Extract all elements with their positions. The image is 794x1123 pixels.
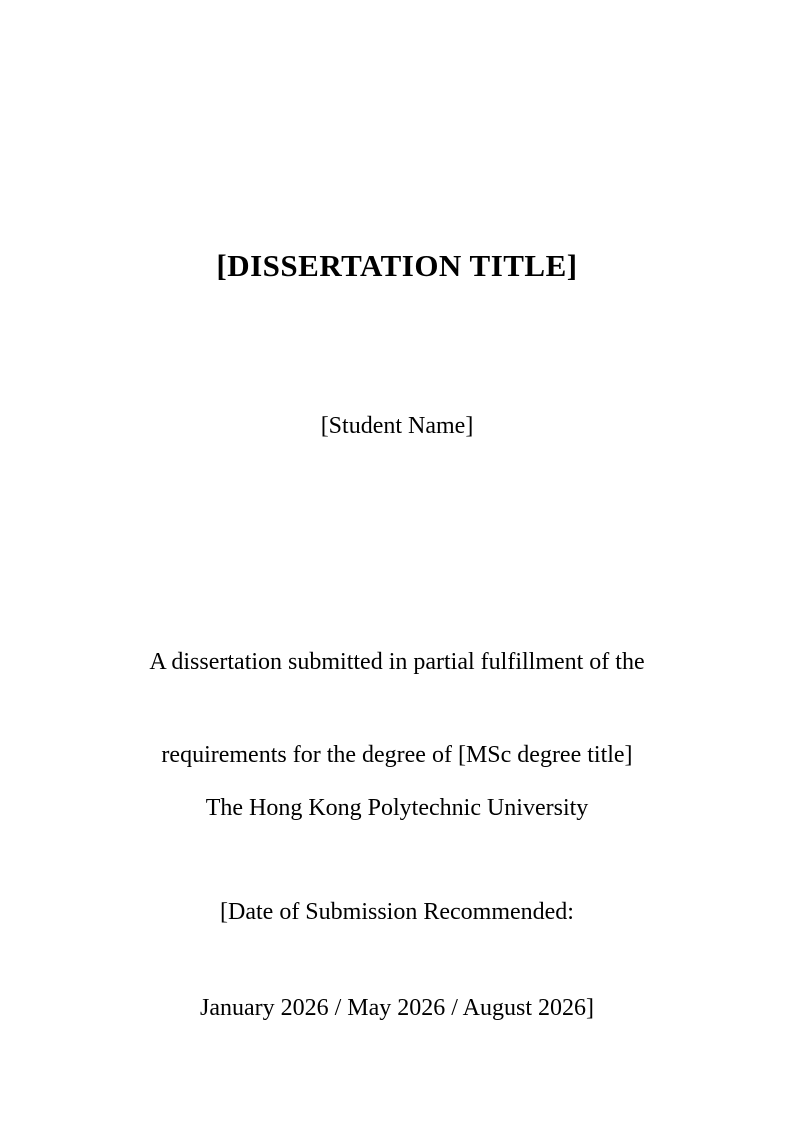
submission-date	[0, 832, 794, 1088]
dissertation-title: [DISSERTATION TITLE]	[216, 248, 578, 283]
submission-date-line-2: January 2026 / May 2026 / August 2026]	[200, 995, 594, 1021]
university-name: The Hong Kong Polytechnic University	[205, 795, 589, 821]
student-name: [Student Name]	[320, 413, 474, 439]
submission-date-line-1: [Date of Submission Recommended:	[220, 899, 574, 925]
degree-statement-line-1: A dissertation submitted in partial fulfillment of the	[149, 649, 645, 675]
degree-statement-line-2: requirements for the degree of [MSc degree title]	[161, 742, 633, 768]
